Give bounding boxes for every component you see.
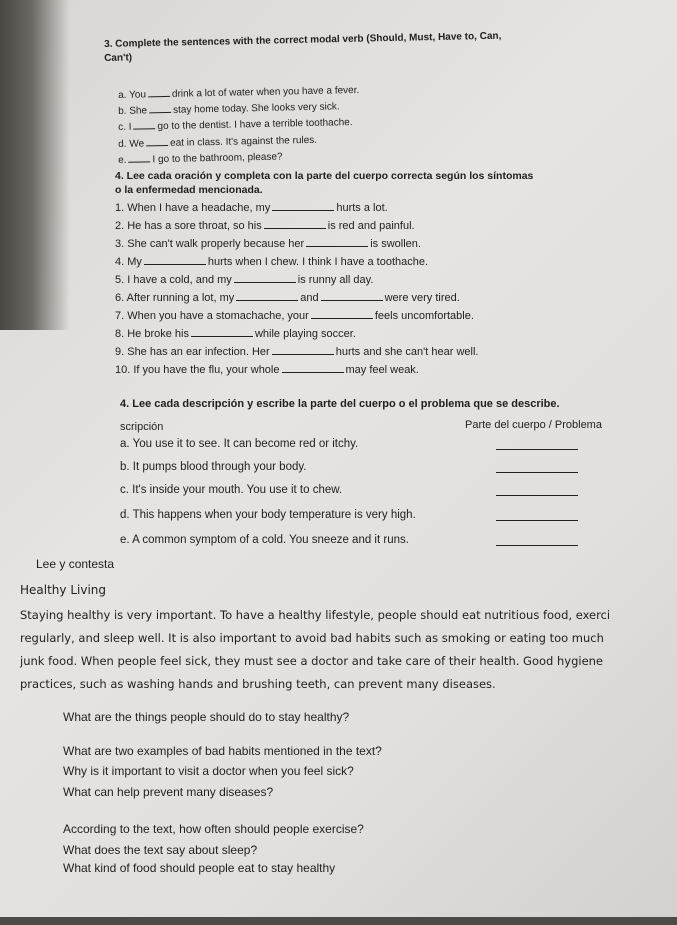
- answer-blank[interactable]: [149, 103, 171, 113]
- answer-blank[interactable]: [282, 363, 344, 373]
- bodypart-item-6: 6. After running a lot, my and were very tired.: [115, 292, 460, 304]
- answer-blank[interactable]: [311, 309, 373, 319]
- description-item-e: e. A common symptom of a cold. You sneeze and it runs.: [120, 534, 409, 546]
- modal-item-c: c. I go to the dentist. I have a terrible toothache.: [118, 117, 353, 133]
- reading-line-2: regularly, and sleep well. It is also important to avoid bad habits such as smoking or eating too much: [20, 631, 604, 645]
- question-6: What does the text say about sleep?: [63, 843, 258, 857]
- description-section-title-cont: scripción: [120, 421, 164, 433]
- answer-blank[interactable]: [234, 273, 296, 283]
- answer-blank[interactable]: [236, 291, 298, 301]
- description-item-d: d. This happens when your body temperature is very high.: [120, 509, 416, 521]
- description-item-b: b. It pumps blood through your body.: [120, 461, 307, 473]
- question-5: According to the text, how often should people exercise?: [63, 822, 364, 836]
- modal-item-d: d. We eat in class. It's against the rules.: [118, 134, 318, 150]
- answer-blank[interactable]: [272, 345, 334, 355]
- bodypart-section-title-cont: o la enfermedad mencionada.: [115, 184, 263, 196]
- answer-blank[interactable]: [264, 219, 326, 229]
- bodypart-item-8: 8. He broke his while playing soccer.: [115, 328, 356, 340]
- question-2: What are two examples of bad habits mentioned in the text?: [63, 744, 382, 758]
- answer-blank[interactable]: [306, 237, 368, 247]
- answer-line[interactable]: [496, 511, 578, 521]
- modal-section-title-cont: Can't): [104, 52, 133, 64]
- answer-column-header: Parte del cuerpo / Problema: [465, 419, 602, 431]
- reading-instruction: Lee y contesta: [36, 557, 115, 571]
- answer-blank[interactable]: [146, 136, 168, 146]
- question-3: Why is it important to visit a doctor when you feel sick?: [63, 764, 354, 778]
- bodypart-item-4: 4. My hurts when I chew. I think I have a toothache.: [115, 256, 429, 268]
- answer-blank[interactable]: [144, 255, 206, 265]
- modal-section-title: 3. Complete the sentences with the correct modal verb (Should, Must, Have to, Can,: [104, 30, 502, 50]
- page-bottom-edge: [0, 917, 677, 925]
- description-section-title: 4. Lee cada descripción y escribe la parte del cuerpo o el problema que se describe.: [120, 398, 560, 410]
- answer-blank[interactable]: [321, 291, 383, 301]
- bodypart-section-title: 4. Lee cada oración y completa con la parte del cuerpo correcta según los síntomas: [115, 170, 534, 182]
- bodypart-item-7: 7. When you have a stomachache, your feels uncomfortable.: [115, 310, 474, 322]
- bodypart-item-9: 9. She has an ear infection. Her hurts and she can't hear well.: [115, 346, 479, 358]
- answer-blank[interactable]: [148, 87, 170, 97]
- answer-blank[interactable]: [133, 119, 155, 129]
- bodypart-item-1: 1. When I have a headache, my hurts a lot.: [115, 202, 388, 214]
- modal-item-a: a. You drink a lot of water when you have a fever.: [118, 84, 360, 101]
- reading-title: Healthy Living: [20, 583, 106, 597]
- reading-line-3: junk food. When people feel sick, they must see a doctor and take care of their health. Good hygiene: [20, 654, 604, 668]
- question-4: What can help prevent many diseases?: [63, 785, 274, 799]
- answer-line[interactable]: [496, 440, 578, 450]
- bodypart-item-2: 2. He has a sore throat, so his is red and painful.: [115, 220, 415, 232]
- bodypart-item-10: 10. If you have the flu, your whole may feel weak.: [115, 364, 419, 376]
- bodypart-item-3: 3. She can't walk properly because her is swollen.: [115, 238, 421, 250]
- answer-line[interactable]: [496, 463, 578, 473]
- modal-item-e: e. I go to the bathroom, please?: [118, 151, 283, 166]
- question-7: What kind of food should people eat to stay healthy: [63, 861, 336, 875]
- page-shadow: [0, 0, 70, 330]
- description-item-c: c. It's inside your mouth. You use it to chew.: [120, 484, 343, 496]
- answer-blank[interactable]: [128, 152, 150, 162]
- bodypart-item-5: 5. I have a cold, and my is runny all day.: [115, 274, 374, 286]
- question-1: What are the things people should do to stay healthy?: [63, 710, 350, 724]
- reading-line-1: Staying healthy is very important. To have a healthy lifestyle, people should eat nutritious food, exerci: [20, 608, 611, 622]
- answer-blank[interactable]: [191, 327, 253, 337]
- answer-line[interactable]: [496, 536, 578, 546]
- answer-blank[interactable]: [272, 201, 334, 211]
- description-item-a: a. You use it to see. It can become red or itchy.: [120, 438, 359, 450]
- reading-line-4: practices, such as washing hands and brushing teeth, can prevent many diseases.: [20, 677, 496, 691]
- modal-item-b: b. She stay home today. She looks very sick.: [118, 101, 340, 117]
- answer-line[interactable]: [496, 486, 578, 496]
